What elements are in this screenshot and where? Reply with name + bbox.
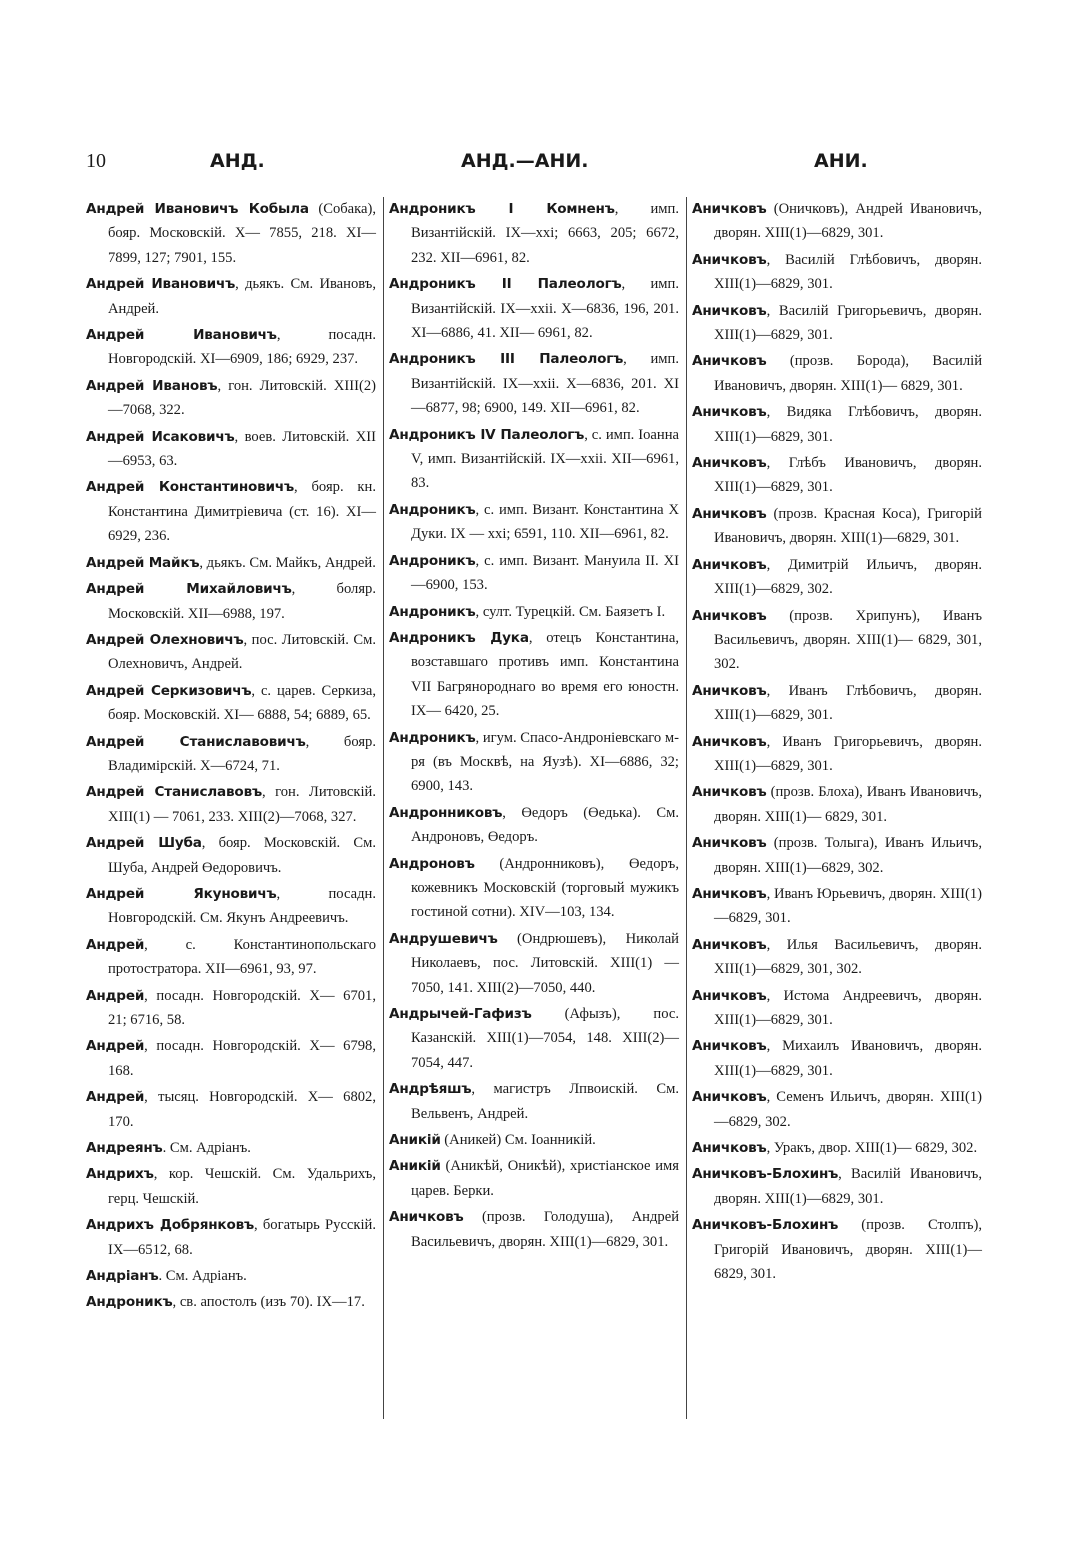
entry-reference: , Димитрій Ильичъ, дворян. XIII(1)—6829, 302. bbox=[714, 556, 982, 598]
entry-headword: Андрычей-Гафизъ bbox=[389, 1006, 532, 1022]
entry-headword: Андреянъ bbox=[86, 1140, 163, 1157]
column-divider bbox=[383, 197, 384, 1419]
index-entry bbox=[692, 1213, 982, 1286]
entry-reference: (Оничковъ), Андрей Ивановичъ, дворян. XIII(1)—6829, 301. bbox=[714, 201, 982, 242]
entry-headword: Андроникъ I Комненъ bbox=[389, 201, 615, 217]
index-entry bbox=[692, 197, 982, 246]
entry-headword: Аничковъ bbox=[692, 1140, 767, 1157]
entry-headword: Андроникъ bbox=[389, 603, 476, 620]
entry-reference: , имп. Византійскій. IX—xxii. X—6836, 201. XI—6877, 98; 6900, 149. XII—6961, 82. bbox=[411, 351, 679, 417]
entry-headword: Аникій bbox=[389, 1158, 441, 1175]
entry-reference: (Ондрюшевъ), Николай Николаевъ, пос. Литовскій. XIII(1) — 7050, 141. XIII(2)—7050, 440. bbox=[411, 930, 679, 996]
entry-reference: , с. имп. Іоанна V, имп. Византійскій. IX—xxii. XII—6961, 83. bbox=[411, 426, 679, 492]
entry-reference: , Василій Григорьевичъ, дворян. XIII(1)—6829, 301. bbox=[714, 302, 982, 344]
index-columns bbox=[86, 197, 982, 1427]
index-entry bbox=[389, 347, 679, 420]
entry-reference: , Василій Ивановичъ, дворян. XIII(1)—6829, 301. bbox=[714, 1166, 982, 1207]
index-entry bbox=[86, 374, 376, 423]
index-entry bbox=[389, 1128, 679, 1152]
entry-reference: , с. имп. Визант. Мануила II. XI—6900, 153. bbox=[411, 552, 679, 594]
entry-reference: , с. имп. Визант. Константина X Дуки. IX — xxi; 6591, 110. XII—6961, 82. bbox=[411, 501, 679, 543]
entry-reference: , Видяка Глѣбовичъ, дворян. XIII(1)—6829, 301. bbox=[714, 404, 982, 445]
index-entry bbox=[692, 882, 982, 931]
index-column-1 bbox=[86, 197, 376, 1317]
entry-headword: Аничковъ bbox=[692, 987, 767, 1004]
entry-reference: (Собака), бояр. Московскій. X— 7855, 218. XI—7899, 127; 7901, 155. bbox=[108, 201, 377, 266]
entry-headword: Андрѣяшъ bbox=[389, 1081, 472, 1098]
entry-reference: (прозв. Толыга), Иванъ Ильичъ, дворян. XIII(1)—6829, 302. bbox=[714, 835, 982, 876]
entry-headword: Аникій bbox=[389, 1132, 441, 1149]
entry-reference: . См. Адріанъ. bbox=[158, 1268, 247, 1285]
entry-reference: (Аникѣй, Оникѣй), христіанское имя царев. Берки. bbox=[411, 1158, 679, 1199]
entry-headword: Андрей Ивановичъ bbox=[86, 327, 277, 344]
index-entry bbox=[86, 1085, 376, 1134]
entry-reference: , магистръ Лпвоискій. См. Вельвенъ, Андрей. bbox=[411, 1081, 679, 1122]
index-entry bbox=[389, 272, 679, 345]
index-entry bbox=[86, 1213, 376, 1262]
entry-reference: , посадн. Новгородскій. X— 6701, 21; 6716, 58. bbox=[108, 987, 376, 1028]
index-entry bbox=[692, 1085, 982, 1134]
entry-headword: Андроникъ bbox=[389, 729, 476, 746]
entry-reference: (прозв. Красная Коса), Григорій Ивановичъ, дворян. XIII(1)—6829, 301. bbox=[714, 505, 982, 547]
index-entry bbox=[389, 1205, 679, 1254]
index-entry bbox=[86, 628, 376, 677]
entry-headword: Андрей Майкъ bbox=[86, 554, 200, 571]
entry-reference: , посадн. Новгородскій. XI—6909, 186; 6929, 237. bbox=[108, 327, 376, 368]
index-entry bbox=[389, 1154, 679, 1203]
entry-headword: Аничковъ bbox=[692, 1089, 767, 1106]
entry-headword: Аничковъ bbox=[692, 251, 767, 268]
entry-reference: (Андронниковъ), Өедоръ, кожевникъ Московскій (торговый мужикъ гостиной сотни). XIV—103, 134. bbox=[411, 855, 679, 921]
entry-headword: Аничковъ-Блохинъ bbox=[692, 1217, 839, 1234]
entry-headword: Аничковъ bbox=[692, 404, 767, 421]
entry-headword: Андрей bbox=[86, 1089, 145, 1106]
index-entry bbox=[86, 679, 376, 728]
index-entry bbox=[692, 604, 982, 677]
index-column-3 bbox=[692, 197, 982, 1288]
index-entry bbox=[692, 1136, 982, 1160]
index-entry bbox=[86, 984, 376, 1033]
entry-reference: , отецъ Константина, возставшаго противъ имп. Константина VII Багрянороднаго во время его юностн. IX— 6420, 25. bbox=[411, 629, 679, 720]
index-entry bbox=[389, 197, 679, 270]
entry-reference: , св. апостолъ (изъ 70). IX—17. bbox=[172, 1294, 365, 1311]
entry-reference: , Иванъ Григорьевичъ, дворян. XIII(1)—6829, 301. bbox=[714, 733, 982, 774]
entry-headword: Андрей Ивановъ bbox=[86, 377, 218, 394]
index-entry bbox=[692, 1034, 982, 1083]
entry-reference: (прозв. Столпъ), Григорій Ивановичъ, дворян. XIII(1)—6829, 301. bbox=[714, 1217, 982, 1283]
entry-reference: , кор. Чешскій. См. Удальрихъ, герц. Чешскій. bbox=[108, 1166, 376, 1207]
entry-headword: Аничковъ bbox=[692, 682, 767, 699]
index-entry bbox=[692, 831, 982, 880]
entry-headword: Андроникъ III Палеологъ bbox=[389, 351, 624, 368]
entry-headword: Андроникъ bbox=[86, 1294, 173, 1311]
header-center-catchword: АНД.—АНИ. bbox=[461, 150, 589, 172]
index-entry bbox=[86, 425, 376, 474]
entry-reference: , Өедоръ (Өедька). См. Андроновъ, Өедоръ. bbox=[411, 804, 679, 846]
entry-headword: Аничковъ bbox=[389, 1209, 464, 1226]
index-entry bbox=[692, 1162, 982, 1211]
entry-headword: Аничковъ bbox=[692, 835, 767, 852]
index-entry bbox=[692, 933, 982, 982]
entry-reference: , с. царев. Серкиза, бояр. Московскій. XI— 6888, 54; 6889, 65. bbox=[108, 682, 376, 724]
index-entry bbox=[389, 1002, 679, 1075]
entry-headword: Андрихъ bbox=[86, 1166, 154, 1183]
entry-headword: Андроникъ bbox=[389, 501, 476, 518]
index-entry bbox=[86, 475, 376, 548]
header-left-catchword: АНД. bbox=[210, 150, 265, 172]
entry-headword: Аничковъ bbox=[692, 455, 767, 472]
index-entry bbox=[389, 726, 679, 799]
entry-headword: Аничковъ-Блохинъ bbox=[692, 1166, 839, 1183]
entry-reference: (прозв. Хрипунъ), Иванъ Васильевичъ, дворян. XIII(1)— 6829, 301, 302. bbox=[714, 607, 982, 673]
entry-reference: , с. Константинопольскаго протостратора. XII—6961, 93, 97. bbox=[108, 936, 376, 978]
entry-headword: Андроникъ IV Палеологъ bbox=[389, 426, 585, 443]
entry-reference: (прозв. Блоха), Иванъ Ивановичъ, дворян. XIII(1)— 6829, 301. bbox=[714, 784, 982, 825]
page-number: 10 bbox=[86, 150, 106, 172]
header-right-catchword: АНИ. bbox=[814, 150, 868, 172]
entry-reference: , дьякъ. См. Майкъ, Андрей. bbox=[199, 554, 376, 571]
entry-reference: , посадн. Новгородскій. X— 6798, 168. bbox=[108, 1038, 376, 1079]
index-entry bbox=[692, 400, 982, 449]
entry-reference: . См. Адріанъ. bbox=[162, 1140, 251, 1157]
entry-reference: , гон. Литовскій. XIII(2)—7068, 322. bbox=[108, 377, 376, 419]
entry-reference: , гон. Литовскій. XIII(1) — 7061, 233. XIII(2)—7068, 327. bbox=[108, 784, 376, 825]
index-entry bbox=[86, 1162, 376, 1211]
entry-headword: Андрей Станиславовичъ bbox=[86, 733, 306, 750]
entry-headword: Аничковъ bbox=[692, 201, 767, 217]
entry-headword: Аничковъ bbox=[692, 353, 767, 370]
entry-reference: (прозв. Борода), Василій Ивановичъ, дворян. XIII(1)— 6829, 301. bbox=[714, 353, 982, 394]
index-entry bbox=[86, 272, 376, 321]
entry-headword: Андрей bbox=[86, 987, 145, 1004]
entry-headword: Андрей Ивановичъ Кобыла bbox=[86, 201, 309, 217]
index-entry bbox=[86, 1034, 376, 1083]
index-entry bbox=[389, 549, 679, 598]
index-entry bbox=[692, 451, 982, 500]
index-entry bbox=[692, 553, 982, 602]
entry-reference: , богатырь Русскій. IX—6512, 68. bbox=[108, 1217, 377, 1258]
index-entry bbox=[692, 299, 982, 348]
entry-reference: , Истома Андреевичъ, дворян. XIII(1)—6829, 301. bbox=[714, 987, 982, 1028]
index-entry bbox=[389, 852, 679, 925]
entry-reference: , Илья Васильевичъ, дворян. XIII(1)—6829, 301, 302. bbox=[714, 936, 982, 978]
entry-headword: Андрушевичъ bbox=[389, 930, 498, 947]
entry-headword: Андроникъ Дука bbox=[389, 629, 529, 646]
index-entry bbox=[86, 577, 376, 626]
index-entry bbox=[389, 498, 679, 547]
entry-reference: , Василій Глѣбовичъ, дворян. XIII(1)—6829, 301. bbox=[714, 251, 982, 293]
entry-headword: Аничковъ bbox=[692, 1038, 767, 1055]
index-entry bbox=[389, 1077, 679, 1126]
entry-reference: , Семенъ Ильичъ, дворян. XIII(1)—6829, 302. bbox=[714, 1089, 982, 1130]
index-entry bbox=[389, 927, 679, 1000]
entry-reference: , Иванъ Юрьевичъ, дворян. XIII(1)—6829, 301. bbox=[714, 885, 982, 927]
index-entry bbox=[692, 984, 982, 1033]
entry-reference: , имп. Византійскій. IX—xxii. X—6836, 196, 201. XI—6886, 41. XII— 6961, 82. bbox=[411, 276, 679, 342]
entry-headword: Андрей Якуновичъ bbox=[86, 885, 277, 902]
index-entry bbox=[86, 1264, 376, 1288]
index-entry bbox=[692, 730, 982, 779]
index-entry bbox=[389, 423, 679, 496]
entry-reference: , посадн. Новгородскій. См. Якунъ Андреевичъ. bbox=[108, 885, 376, 927]
entry-reference: , боляр. Московскій. XII—6988, 197. bbox=[108, 581, 376, 622]
index-entry bbox=[86, 730, 376, 779]
entry-headword: Андроникъ bbox=[389, 552, 476, 569]
entry-headword: Андронниковъ bbox=[389, 804, 503, 821]
entry-reference: , бояр. Владимірскій. X—6724, 71. bbox=[108, 733, 376, 774]
entry-reference: , бояр. Московскій. См. Шуба, Андрей Өедоровичъ. bbox=[108, 835, 376, 876]
entry-headword: Аничковъ bbox=[692, 607, 767, 624]
entry-reference: , Глѣбъ Ивановичъ, дворян. XIII(1)—6829, 301. bbox=[714, 455, 982, 496]
entry-headword: Андрей Серкизовичъ bbox=[86, 682, 252, 699]
entry-headword: Аничковъ bbox=[692, 302, 767, 319]
entry-reference: , тысяц. Новгородскій. X— 6802, 170. bbox=[108, 1089, 376, 1130]
index-entry bbox=[692, 679, 982, 728]
index-entry bbox=[86, 1136, 376, 1160]
entry-headword: Андрей Шуба bbox=[86, 835, 202, 852]
index-entry bbox=[389, 626, 679, 724]
entry-headword: Аничковъ bbox=[692, 936, 767, 953]
index-entry bbox=[389, 801, 679, 850]
entry-reference: (прозв. Голодуша), Андрей Васильевичъ, дворян. XIII(1)—6829, 301. bbox=[411, 1209, 679, 1250]
entry-headword: Аничковъ bbox=[692, 784, 767, 801]
index-entry bbox=[86, 323, 376, 372]
entry-reference: , Уракъ, двор. XIII(1)— 6829, 302. bbox=[766, 1140, 978, 1157]
entry-reference: , Иванъ Глѣбовичъ, дворян. XIII(1)—6829, 301. bbox=[714, 682, 982, 724]
entry-headword: Андрихъ Добрянковъ bbox=[86, 1217, 255, 1234]
entry-headword: Андрей Станиславовъ bbox=[86, 784, 262, 801]
column-divider bbox=[686, 197, 687, 1419]
index-entry bbox=[86, 551, 376, 575]
entry-reference: , Михаилъ Ивановичъ, дворян. XIII(1)—6829, 301. bbox=[714, 1038, 982, 1079]
entry-headword: Аничковъ bbox=[692, 733, 767, 750]
index-entry bbox=[692, 349, 982, 398]
index-entry bbox=[692, 248, 982, 297]
index-entry bbox=[86, 197, 376, 270]
index-entry bbox=[86, 831, 376, 880]
entry-headword: Андроновъ bbox=[389, 855, 475, 872]
index-entry bbox=[86, 1290, 376, 1314]
entry-headword: Андрей Ивановичъ bbox=[86, 276, 236, 293]
index-entry bbox=[86, 882, 376, 931]
entry-reference: , имп. Византійскій. IX—xxi; 6663, 205; 6672, 232. XII—6961, 82. bbox=[411, 201, 679, 266]
entry-reference: , дьякъ. См. Ивановъ, Андрей. bbox=[108, 276, 376, 317]
index-entry bbox=[86, 780, 376, 829]
entry-reference: (Афызъ), пос. Казанскій. XIII(1)—7054, 148. XIII(2)—7054, 447. bbox=[411, 1006, 679, 1071]
entry-headword: Андрей bbox=[86, 936, 145, 953]
index-entry bbox=[692, 502, 982, 551]
entry-headword: Андрей bbox=[86, 1038, 145, 1055]
index-column-2 bbox=[389, 197, 679, 1256]
index-entry bbox=[692, 780, 982, 829]
index-entry bbox=[389, 600, 679, 624]
entry-headword: Андрей Константиновичъ bbox=[86, 479, 295, 496]
entry-headword: Андрей Михайловичъ bbox=[86, 581, 292, 598]
entry-headword: Аничковъ bbox=[692, 505, 767, 522]
entry-reference: , бояр. кн. Константина Димитріевича (ст. 16). XI—6929, 236. bbox=[108, 479, 376, 545]
entry-reference: , игум. Спасо-Андроніевскаго м-ря (въ Москвѣ, на Яузѣ). XI—6886, 32; 6900, 143. bbox=[411, 729, 679, 795]
index-entry bbox=[86, 933, 376, 982]
page-header bbox=[86, 150, 982, 180]
entry-headword: Аничковъ bbox=[692, 556, 767, 573]
entry-headword: Аничковъ bbox=[692, 885, 767, 902]
entry-reference: , пос. Литовскій. См. Олехновичъ, Андрей. bbox=[108, 631, 376, 673]
entry-reference: (Аникей) См. Іоанникій. bbox=[440, 1132, 596, 1149]
entry-headword: Андрей Исаковичъ bbox=[86, 428, 235, 445]
entry-headword: Андроникъ II Палеологъ bbox=[389, 276, 622, 293]
entry-headword: Андрей Олехновичъ bbox=[86, 631, 244, 648]
entry-reference: , султ. Турецкій. См. Баязетъ I. bbox=[475, 603, 666, 620]
entry-headword: Андріанъ bbox=[86, 1268, 159, 1285]
entry-reference: , воев. Литовскій. XII—6953, 63. bbox=[108, 428, 376, 470]
